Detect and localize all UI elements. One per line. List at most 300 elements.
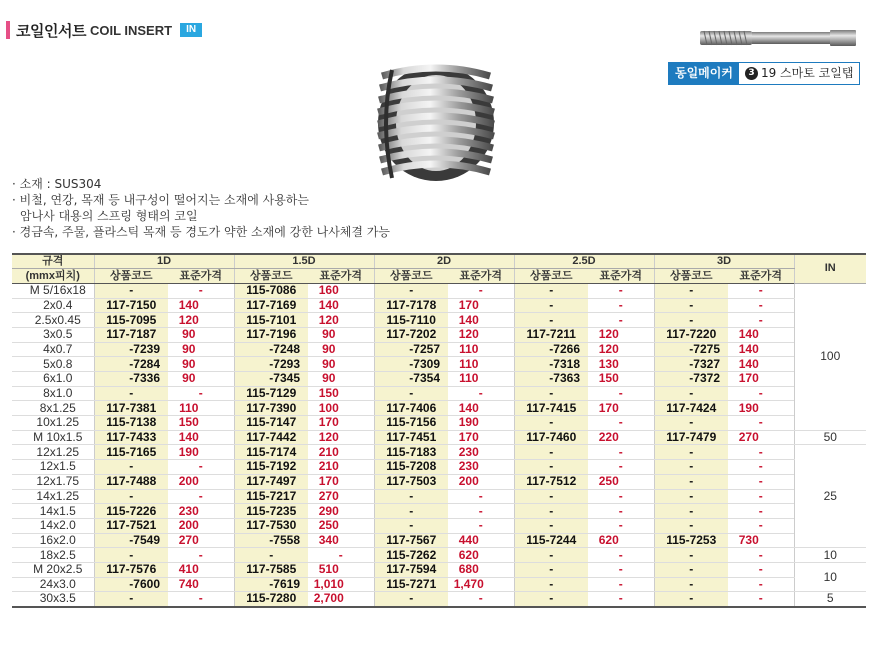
price-cell: 230	[448, 445, 514, 460]
price-cell: 620	[588, 533, 654, 548]
price-cell: 1,010	[308, 577, 374, 592]
product-code-cell: 117-7406	[374, 401, 448, 416]
price-cell: -	[728, 298, 794, 313]
product-code-cell: 115-7244	[514, 533, 588, 548]
price-cell: 120	[308, 313, 374, 328]
in-quantity-cell: 100	[794, 283, 866, 430]
product-code-cell: 115-7110	[374, 313, 448, 328]
product-code-cell: -	[654, 386, 728, 401]
note-line: 암나사 대용의 스프링 형태의 코일	[20, 209, 198, 223]
product-code-cell: 117-7220	[654, 327, 728, 342]
product-code-cell: -	[514, 283, 588, 298]
price-cell: 90	[308, 372, 374, 387]
product-notes	[12, 176, 390, 240]
product-code-cell: -	[514, 460, 588, 475]
maker-product-name: 19 스마토 코일탭	[760, 66, 854, 80]
price-cell: 230	[448, 460, 514, 475]
page-title-english: COIL INSERT	[89, 22, 173, 38]
product-code-cell: -7248	[234, 342, 308, 357]
product-code-cell: -	[514, 562, 588, 577]
table-row	[12, 357, 866, 372]
product-code-cell: -	[514, 445, 588, 460]
product-code-cell: -	[654, 518, 728, 533]
price-cell: 120	[448, 327, 514, 342]
page-title: 코일인서트	[16, 21, 86, 40]
product-code-cell: -7239	[94, 342, 168, 357]
price-header: 표준가격	[588, 269, 654, 284]
price-cell: 150	[308, 386, 374, 401]
product-code-cell: -	[94, 386, 168, 401]
product-code-cell: 115-7271	[374, 577, 448, 592]
price-cell: -	[168, 386, 234, 401]
product-code-cell: -7318	[514, 357, 588, 372]
product-code-cell: 117-7451	[374, 430, 448, 445]
price-cell: 170	[448, 298, 514, 313]
price-cell: -	[588, 460, 654, 475]
product-code-cell: 117-7585	[234, 562, 308, 577]
product-code-cell: 115-7165	[94, 445, 168, 460]
price-cell: 140	[168, 298, 234, 313]
price-cell: 190	[448, 416, 514, 431]
product-code-cell: -7558	[234, 533, 308, 548]
price-cell: 160	[308, 283, 374, 298]
product-code-cell: 115-7217	[234, 489, 308, 504]
table-row	[12, 562, 866, 577]
spec-cell: 4x0.7	[12, 342, 94, 357]
spec-cell: 10x1.25	[12, 416, 94, 431]
price-cell: -	[448, 489, 514, 504]
price-cell: 90	[308, 357, 374, 372]
spec-cell: 8x1.0	[12, 386, 94, 401]
table-row	[12, 416, 866, 431]
table-row	[12, 489, 866, 504]
price-cell: -	[448, 283, 514, 298]
table-row	[12, 313, 866, 328]
price-cell: -	[448, 592, 514, 607]
price-cell: 150	[588, 372, 654, 387]
price-cell: 140	[728, 327, 794, 342]
category-badge: IN	[180, 23, 202, 37]
product-code-cell: -	[514, 504, 588, 519]
price-cell: -	[728, 562, 794, 577]
code-header: 상품코드	[374, 269, 448, 284]
maker-page-number: 3	[745, 67, 758, 80]
price-cell: -	[728, 518, 794, 533]
product-code-cell: 115-7262	[374, 548, 448, 563]
price-cell: 620	[448, 548, 514, 563]
product-code-cell: 117-7503	[374, 474, 448, 489]
price-cell: -	[168, 548, 234, 563]
price-cell: 110	[448, 342, 514, 357]
price-cell: 2,700	[308, 592, 374, 607]
code-header: 상품코드	[654, 269, 728, 284]
product-code-cell: -7293	[234, 357, 308, 372]
product-code-cell: 117-7381	[94, 401, 168, 416]
price-cell: -	[728, 416, 794, 431]
product-code-cell: 115-7086	[234, 283, 308, 298]
product-code-cell: 117-7424	[654, 401, 728, 416]
table-row	[12, 327, 866, 342]
product-code-cell: -	[514, 386, 588, 401]
spec-cell: 14x2.0	[12, 518, 94, 533]
price-cell: -	[728, 592, 794, 607]
price-cell: -	[728, 460, 794, 475]
spec-cell: 3x0.5	[12, 327, 94, 342]
price-cell: 130	[588, 357, 654, 372]
coil-tap-image	[698, 18, 860, 58]
spec-cell: 2.5x0.45	[12, 313, 94, 328]
price-cell: -	[588, 504, 654, 519]
spec-cell: 5x0.8	[12, 357, 94, 372]
product-code-cell: -	[654, 474, 728, 489]
product-code-cell: -7619	[234, 577, 308, 592]
group-header: 2.5D	[514, 254, 654, 269]
product-code-cell: -	[654, 298, 728, 313]
group-header: 2D	[374, 254, 514, 269]
price-cell: 100	[308, 401, 374, 416]
same-maker-label: 동일메이커	[669, 63, 739, 84]
product-code-cell: 115-7138	[94, 416, 168, 431]
table-row	[12, 386, 866, 401]
price-cell: -	[588, 562, 654, 577]
product-code-cell: 117-7512	[514, 474, 588, 489]
price-cell: 200	[168, 518, 234, 533]
price-cell: 120	[308, 430, 374, 445]
product-code-cell: 115-7129	[234, 386, 308, 401]
product-code-cell: -7345	[234, 372, 308, 387]
price-cell: 210	[308, 445, 374, 460]
code-header: 상품코드	[94, 269, 168, 284]
price-cell: -	[448, 504, 514, 519]
product-code-cell: -7266	[514, 342, 588, 357]
price-header: 표준가격	[448, 269, 514, 284]
product-code-cell: 117-7390	[234, 401, 308, 416]
product-code-cell: -	[514, 313, 588, 328]
product-code-cell: 117-7150	[94, 298, 168, 313]
table-row	[12, 401, 866, 416]
product-code-cell: 117-7211	[514, 327, 588, 342]
product-code-cell: -7327	[654, 357, 728, 372]
product-code-cell: 115-7095	[94, 313, 168, 328]
table-row	[12, 533, 866, 548]
spec-cell: M 5/16x18	[12, 283, 94, 298]
spec-cell: 6x1.0	[12, 372, 94, 387]
product-code-cell: -	[654, 577, 728, 592]
product-code-cell: -7600	[94, 577, 168, 592]
price-header: 표준가격	[308, 269, 374, 284]
price-cell: -	[728, 577, 794, 592]
price-cell: -	[588, 489, 654, 504]
in-quantity-cell: 10	[794, 562, 866, 591]
price-cell: -	[588, 386, 654, 401]
product-code-cell: 115-7174	[234, 445, 308, 460]
price-cell: -	[308, 548, 374, 563]
table-row	[12, 474, 866, 489]
product-code-cell: -	[94, 592, 168, 607]
table-row	[12, 445, 866, 460]
price-cell: 140	[448, 401, 514, 416]
product-code-cell: 117-7497	[234, 474, 308, 489]
product-code-cell: 115-7253	[654, 533, 728, 548]
price-cell: -	[588, 518, 654, 533]
product-code-cell: 115-7147	[234, 416, 308, 431]
price-cell: 170	[308, 474, 374, 489]
table-row	[12, 518, 866, 533]
product-code-cell: -	[234, 548, 308, 563]
product-code-cell: -	[94, 548, 168, 563]
price-cell: 190	[728, 401, 794, 416]
spec-cell: 24x3.0	[12, 577, 94, 592]
price-cell: -	[728, 474, 794, 489]
product-code-cell: 115-7226	[94, 504, 168, 519]
product-code-cell: -	[374, 283, 448, 298]
product-code-cell: -7372	[654, 372, 728, 387]
product-code-cell: -7363	[514, 372, 588, 387]
price-cell: -	[168, 489, 234, 504]
product-code-cell: 117-7169	[234, 298, 308, 313]
price-cell: 90	[168, 342, 234, 357]
product-code-cell: -7275	[654, 342, 728, 357]
product-code-cell: 117-7196	[234, 327, 308, 342]
group-header: 3D	[654, 254, 794, 269]
product-code-cell: -	[514, 577, 588, 592]
price-cell: 680	[448, 562, 514, 577]
product-code-cell: 117-7178	[374, 298, 448, 313]
price-cell: 90	[168, 357, 234, 372]
price-cell: -	[588, 577, 654, 592]
price-cell: -	[588, 548, 654, 563]
product-code-cell: -	[654, 313, 728, 328]
product-code-cell: -7549	[94, 533, 168, 548]
price-cell: -	[168, 592, 234, 607]
price-cell: -	[588, 283, 654, 298]
spec-unit-header: (mmx피치)	[12, 269, 94, 284]
price-cell: 730	[728, 533, 794, 548]
product-code-cell: 117-7576	[94, 562, 168, 577]
product-code-cell: 115-7183	[374, 445, 448, 460]
price-cell: -	[448, 518, 514, 533]
price-cell: 170	[728, 372, 794, 387]
spec-cell: M 20x2.5	[12, 562, 94, 577]
product-code-cell: -	[654, 504, 728, 519]
price-cell: 170	[588, 401, 654, 416]
price-cell: -	[588, 592, 654, 607]
spec-table-body	[12, 283, 866, 606]
table-row	[12, 577, 866, 592]
price-cell: 90	[308, 342, 374, 357]
spec-cell: 30x3.5	[12, 592, 94, 607]
price-cell: 510	[308, 562, 374, 577]
group-header: 1D	[94, 254, 234, 269]
table-row	[12, 372, 866, 387]
in-quantity-cell: 25	[794, 445, 866, 548]
product-code-cell: -	[374, 592, 448, 607]
product-code-cell: -7257	[374, 342, 448, 357]
product-code-cell: -	[654, 416, 728, 431]
price-cell: 150	[168, 416, 234, 431]
price-cell: -	[728, 445, 794, 460]
price-cell: -	[168, 460, 234, 475]
table-row	[12, 283, 866, 298]
product-code-cell: 117-7415	[514, 401, 588, 416]
note-line: · 비철, 연강, 목재 등 내구성이 떨어지는 소재에 사용하는	[12, 193, 309, 207]
page-header	[6, 21, 202, 39]
price-cell: -	[588, 298, 654, 313]
price-cell: 200	[448, 474, 514, 489]
price-cell: 120	[588, 327, 654, 342]
price-cell: 140	[448, 313, 514, 328]
product-code-cell: -	[654, 460, 728, 475]
price-cell: 110	[448, 357, 514, 372]
price-cell: 270	[308, 489, 374, 504]
product-code-cell: -	[514, 298, 588, 313]
same-maker-value	[739, 63, 859, 84]
code-header: 상품코드	[234, 269, 308, 284]
product-code-cell: 117-7460	[514, 430, 588, 445]
price-cell: 210	[308, 460, 374, 475]
in-quantity-cell: 5	[794, 592, 866, 607]
price-cell: -	[588, 445, 654, 460]
price-cell: -	[168, 283, 234, 298]
spec-table	[12, 253, 866, 608]
price-cell: -	[728, 283, 794, 298]
product-code-cell: -	[514, 548, 588, 563]
product-code-cell: 117-7521	[94, 518, 168, 533]
table-row	[12, 460, 866, 475]
price-cell: 110	[448, 372, 514, 387]
spec-cell: M 10x1.5	[12, 430, 94, 445]
price-cell: 90	[308, 327, 374, 342]
price-cell: 410	[168, 562, 234, 577]
spec-cell: 12x1.25	[12, 445, 94, 460]
table-row	[12, 548, 866, 563]
product-code-cell: 115-7208	[374, 460, 448, 475]
table-row	[12, 342, 866, 357]
product-code-cell: -	[374, 518, 448, 533]
product-code-cell: -	[654, 562, 728, 577]
product-code-cell: 117-7202	[374, 327, 448, 342]
note-line: · 경금속, 주물, 플라스틱 목재 등 경도가 약한 소재에 강한 나사체결 가능	[12, 225, 390, 239]
spec-cell: 14x1.25	[12, 489, 94, 504]
price-cell: 270	[728, 430, 794, 445]
price-header: 표준가격	[168, 269, 234, 284]
product-code-cell: -	[654, 283, 728, 298]
product-code-cell: -	[514, 518, 588, 533]
title-accent-bar	[6, 21, 10, 39]
table-row	[12, 504, 866, 519]
product-code-cell: -7284	[94, 357, 168, 372]
spec-header: 규격	[12, 254, 94, 269]
product-code-cell: -	[654, 445, 728, 460]
price-cell: 110	[168, 401, 234, 416]
product-code-cell: -	[94, 460, 168, 475]
price-cell: 170	[308, 416, 374, 431]
price-cell: 250	[308, 518, 374, 533]
same-maker-info	[668, 62, 860, 85]
product-code-cell: -	[374, 386, 448, 401]
price-cell: 270	[168, 533, 234, 548]
product-code-cell: -	[514, 592, 588, 607]
product-code-cell: -	[374, 504, 448, 519]
price-cell: -	[728, 548, 794, 563]
in-quantity-cell: 10	[794, 548, 866, 563]
product-code-cell: -	[654, 592, 728, 607]
product-code-cell: -	[374, 489, 448, 504]
product-code-cell: 117-7594	[374, 562, 448, 577]
product-code-cell: 115-7235	[234, 504, 308, 519]
spec-cell: 12x1.5	[12, 460, 94, 475]
price-cell: 90	[168, 372, 234, 387]
price-cell: 140	[728, 342, 794, 357]
price-cell: 340	[308, 533, 374, 548]
code-header: 상품코드	[514, 269, 588, 284]
product-code-cell: -7336	[94, 372, 168, 387]
price-cell: 250	[588, 474, 654, 489]
price-cell: 290	[308, 504, 374, 519]
price-cell: 140	[728, 357, 794, 372]
product-code-cell: 117-7479	[654, 430, 728, 445]
product-code-cell: -	[654, 548, 728, 563]
product-code-cell: 115-7101	[234, 313, 308, 328]
product-code-cell: -7354	[374, 372, 448, 387]
price-cell: 170	[448, 430, 514, 445]
table-row	[12, 298, 866, 313]
price-cell: 140	[308, 298, 374, 313]
price-cell: -	[588, 416, 654, 431]
spec-cell: 14x1.5	[12, 504, 94, 519]
price-cell: 140	[168, 430, 234, 445]
spec-cell: 18x2.5	[12, 548, 94, 563]
price-cell: 440	[448, 533, 514, 548]
product-code-cell: -7309	[374, 357, 448, 372]
price-cell: 230	[168, 504, 234, 519]
price-cell: 120	[588, 342, 654, 357]
product-code-cell: 117-7433	[94, 430, 168, 445]
product-code-cell: 115-7156	[374, 416, 448, 431]
price-cell: 120	[168, 313, 234, 328]
in-header: IN	[794, 254, 866, 283]
price-cell: 740	[168, 577, 234, 592]
price-cell: -	[728, 313, 794, 328]
price-cell: -	[728, 504, 794, 519]
product-code-cell: -	[654, 489, 728, 504]
price-header: 표준가격	[728, 269, 794, 284]
product-code-cell: 117-7530	[234, 518, 308, 533]
in-quantity-cell: 50	[794, 430, 866, 445]
price-cell: -	[728, 386, 794, 401]
price-cell: -	[588, 313, 654, 328]
product-code-cell: 115-7280	[234, 592, 308, 607]
price-cell: 90	[168, 327, 234, 342]
note-line: · 소재 : SUS304	[12, 177, 102, 191]
product-code-cell: -	[514, 489, 588, 504]
product-code-cell: 115-7192	[234, 460, 308, 475]
price-cell: 1,470	[448, 577, 514, 592]
price-cell: 200	[168, 474, 234, 489]
product-code-cell: 117-7567	[374, 533, 448, 548]
price-cell: -	[448, 386, 514, 401]
product-code-cell: -	[514, 416, 588, 431]
table-row	[12, 592, 866, 607]
spec-cell: 16x2.0	[12, 533, 94, 548]
product-code-cell: -	[94, 489, 168, 504]
spec-cell: 2x0.4	[12, 298, 94, 313]
product-code-cell: -	[94, 283, 168, 298]
spec-cell: 8x1.25	[12, 401, 94, 416]
product-code-cell: 117-7187	[94, 327, 168, 342]
price-cell: 220	[588, 430, 654, 445]
product-code-cell: 117-7488	[94, 474, 168, 489]
